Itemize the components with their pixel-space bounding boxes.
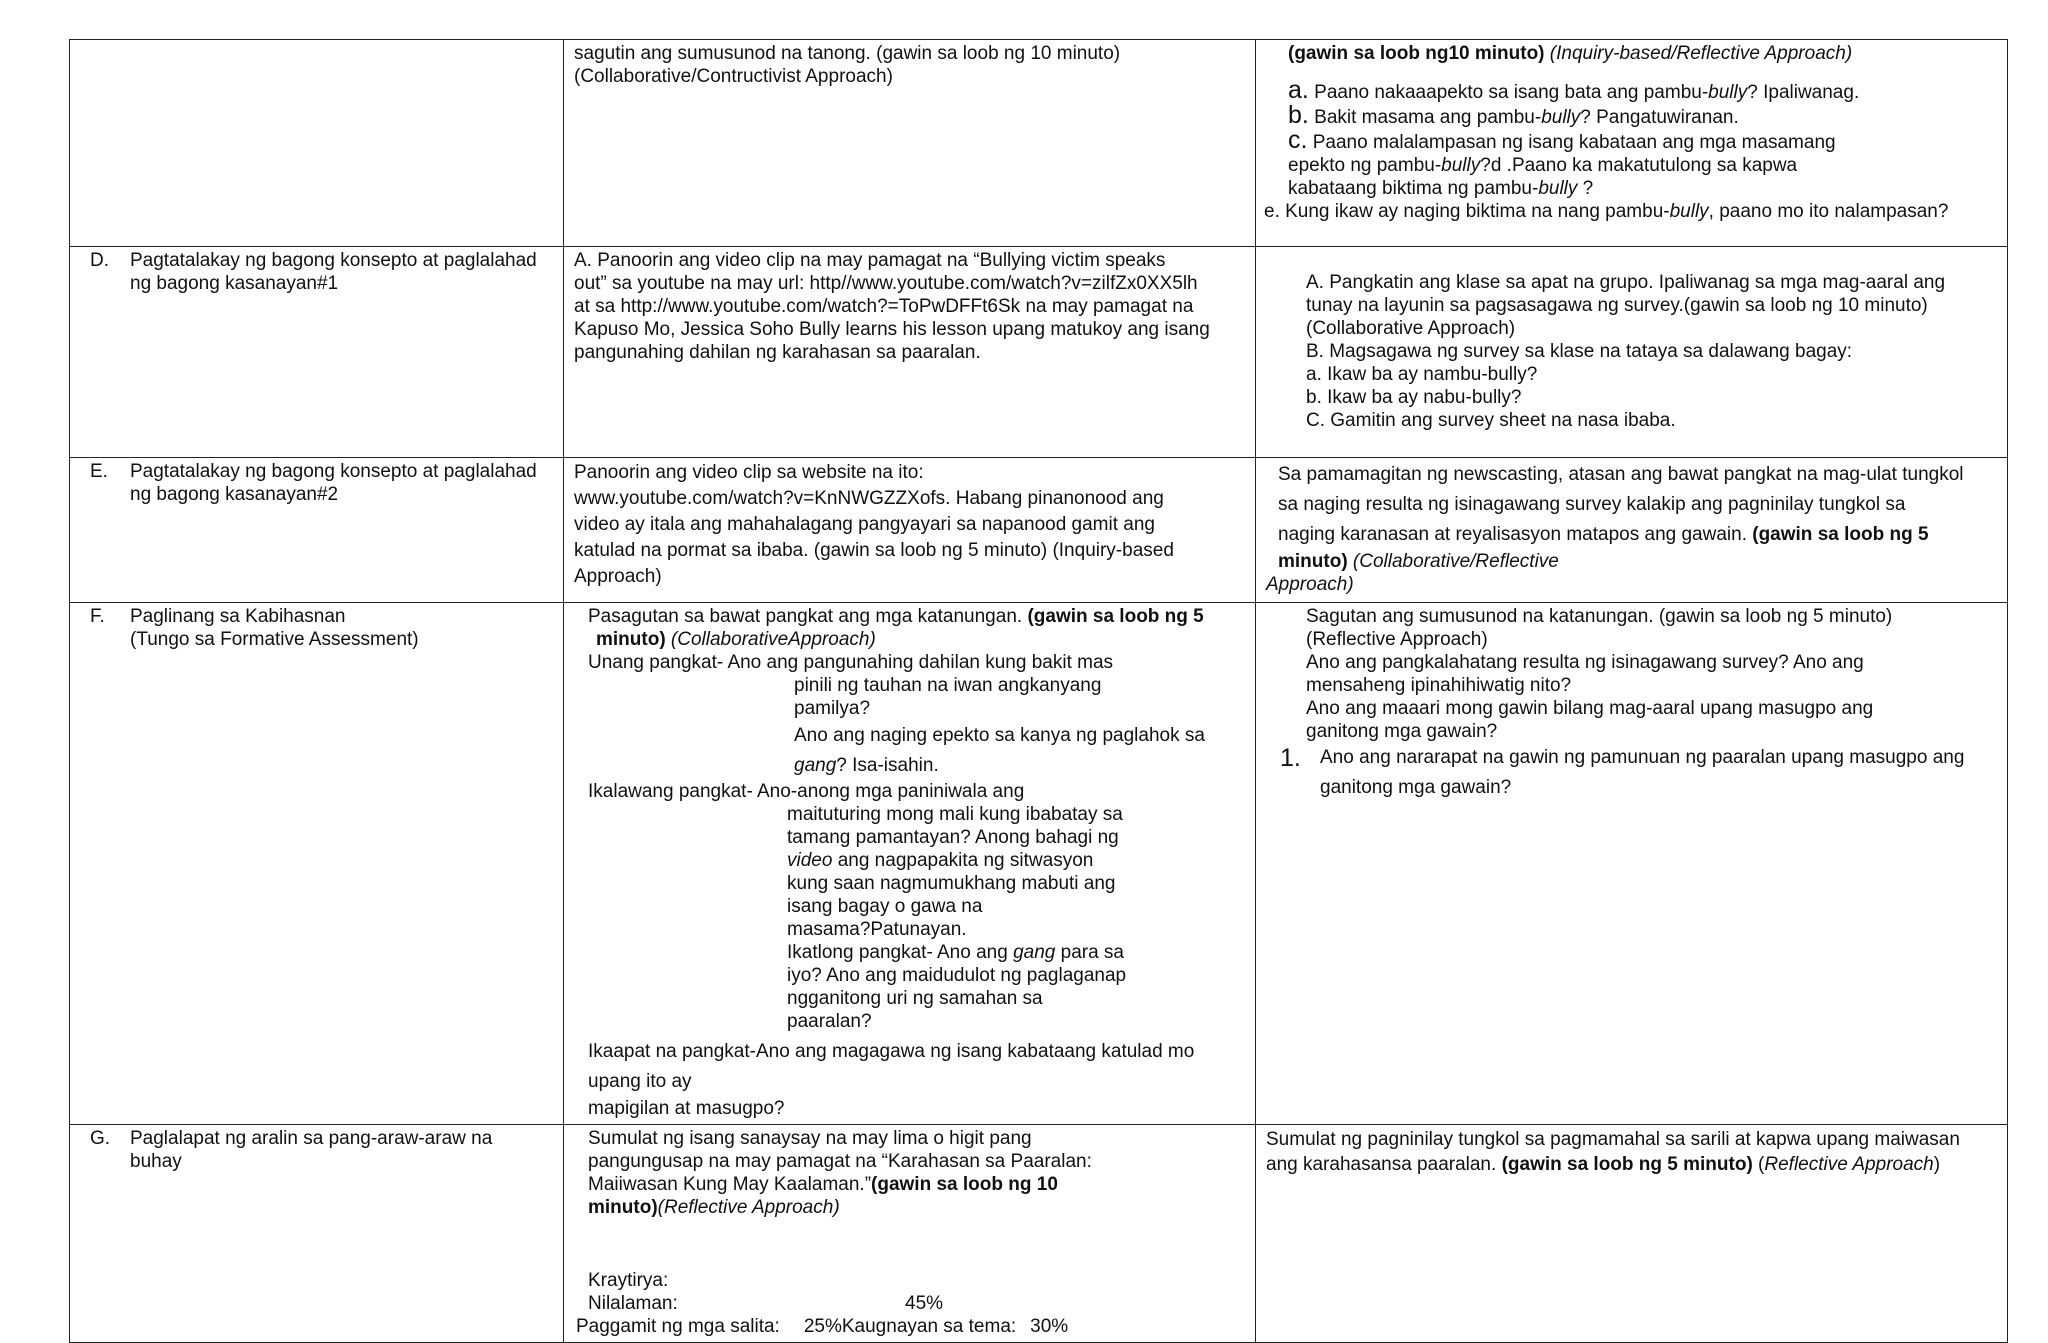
text-line: A. Panoorin ang video clip na may pamagat na “Bullying victim speaks bbox=[574, 250, 1166, 271]
text-line: Unang pangkat- Ano ang pangunahing dahilan kung bakit mas bbox=[588, 652, 1114, 673]
text-line: pamilya? bbox=[794, 698, 871, 719]
list-item: e. Kung ikaw ay naging biktima na nang pambu-bully, paano mo ito nalampasan? bbox=[1264, 201, 1949, 222]
text-line: Approach) bbox=[1266, 574, 1354, 595]
row-letter: G. bbox=[90, 1128, 111, 1149]
criteria-row: Nilalaman: 45% bbox=[588, 1293, 944, 1314]
criteria-row: Paggamit ng mga salita: 25%Kaugnayan sa tema: 30% bbox=[576, 1316, 1069, 1337]
procedure-cell bbox=[564, 40, 1256, 247]
text-line: a. Ikaw ba ay nambu-bully? bbox=[1306, 364, 1538, 385]
text-line: minuto) (Collaborative/Reflective bbox=[1278, 551, 1559, 572]
text-line: ganitong mga gawain? bbox=[1306, 721, 1498, 742]
text-line: pangungusap na may pamagat na “Karahasan sa Paaralan: bbox=[588, 1151, 1092, 1172]
procedure-cell bbox=[564, 1125, 1256, 1343]
text-line: kung saan nagmumukhang mabuti ang bbox=[787, 873, 1116, 894]
text-line: mapigilan at masugpo? bbox=[588, 1098, 785, 1119]
text-line: Maiiwasan Kung May Kaalaman.”(gawin sa loob ng 10 bbox=[588, 1174, 1058, 1195]
text-line: b. Ikaw ba ay nabu-bully? bbox=[1306, 387, 1522, 408]
text-line: video ang nagpapakita ng sitwasyon bbox=[787, 850, 1094, 871]
row-label: buhay bbox=[130, 1151, 182, 1172]
table-row bbox=[70, 247, 2008, 458]
text-line: naging karanasan at reyalisasyon matapos ang gawain. (gawin sa loob ng 5 bbox=[1278, 524, 1929, 545]
activity-cell bbox=[1256, 1125, 2008, 1343]
list-item: c. Paano malalampasan ng isang kabataan ang mga masamang bbox=[1288, 126, 1836, 154]
text-line: at sa http://www.youtube.com/watch?=ToPwDFFt6Sk na may pamagat na bbox=[574, 296, 1194, 317]
text-line: Ano ang nararapat na gawin ng pamunuan ng paaralan upang masugpo ang bbox=[1320, 747, 1965, 768]
text-line: Pasagutan sa bawat pangkat ang mga katanungan. (gawin sa loob ng 5 bbox=[588, 606, 1204, 627]
row-label: (Tungo sa Formative Assessment) bbox=[130, 629, 419, 650]
row-letter: F. bbox=[90, 606, 105, 627]
text-line: kabataang biktima ng pambu-bully ? bbox=[1288, 178, 1594, 199]
text-line: ngganitong uri ng samahan sa bbox=[787, 988, 1043, 1009]
row-label: Pagtatalakay ng bagong konsepto at paglalahad bbox=[130, 250, 537, 271]
activity-cell bbox=[1256, 247, 2008, 458]
procedure-cell bbox=[564, 247, 1256, 458]
row-letter: D. bbox=[90, 250, 109, 271]
text-line: C. Gamitin ang survey sheet na nasa ibaba. bbox=[1306, 410, 1676, 431]
table-row bbox=[70, 458, 2008, 603]
table-row bbox=[70, 603, 2008, 1125]
text-line: Panoorin ang video clip sa website na ito: bbox=[574, 462, 924, 483]
text-line: tunay na layunin sa pagsasagawa ng survey.(gawin sa loob ng 10 minuto) bbox=[1306, 295, 1928, 316]
text-line: B. Magsagawa ng survey sa klase na tataya sa dalawang bagay: bbox=[1306, 341, 1853, 362]
text-line: www.youtube.com/watch?v=KnNWGZZXofs. Habang pinanonood ang bbox=[574, 488, 1164, 509]
text-line: minuto)(Reflective Approach) bbox=[588, 1197, 840, 1218]
text-line: mensaheng ipinahihiwatig nito? bbox=[1306, 675, 1572, 696]
text-line: isang bagay o gawa na bbox=[787, 896, 983, 917]
text-line: (Collaborative Approach) bbox=[1306, 318, 1516, 339]
list-item: b. Bakit masama ang pambu-bully? Pangatuwiranan. bbox=[1288, 101, 1739, 129]
text-line: gang? Isa-isahin. bbox=[794, 755, 939, 776]
activity-cell bbox=[1256, 603, 2008, 1125]
text-line: sa naging resulta ng isinagawang survey kalakip ang pagninilay tungkol sa bbox=[1278, 494, 1906, 515]
text-line: masama?Patunayan. bbox=[787, 919, 967, 940]
text-line: Kapuso Mo, Jessica Soho Bully learns his lesson upang matukoy ang isang bbox=[574, 319, 1210, 340]
text-line: Ikaapat na pangkat-Ano ang magagawa ng isang kabataang katulad mo bbox=[588, 1041, 1195, 1062]
text-line: Sa pamamagitan ng newscasting, atasan ang bawat pangkat na mag-ulat tungkol bbox=[1278, 464, 1964, 485]
text-line: maituturing mong mali kung ibabatay sa bbox=[787, 804, 1123, 825]
text-line: ang karahasansa paaralan. (gawin sa loob ng 5 minuto) (Reflective Approach) bbox=[1266, 1154, 1941, 1175]
procedure-cell bbox=[564, 458, 1256, 603]
text-line: Ano ang naging epekto sa kanya ng paglahok sa bbox=[794, 725, 1205, 746]
list-number: 1. bbox=[1280, 744, 1301, 772]
row-letter: E. bbox=[90, 461, 108, 482]
text-line: Sumulat ng pagninilay tungkol sa pagmamahal sa sarili at kapwa upang maiwasan bbox=[1266, 1129, 1960, 1150]
row-label: ng bagong kasanayan#1 bbox=[130, 273, 339, 294]
text-line: sagutin ang sumusunod na tanong. (gawin sa loob ng 10 minuto) bbox=[574, 43, 1121, 64]
table-row bbox=[70, 1125, 2008, 1343]
text-line: paaralan? bbox=[787, 1011, 872, 1032]
text-line: A. Pangkatin ang klase sa apat na grupo. Ipaliwanag sa mga mag-aaral ang bbox=[1306, 272, 1946, 293]
list-item bbox=[1266, 743, 1997, 803]
text-line: Ano ang maaari mong gawin bilang mag-aaral upang masugpo ang bbox=[1306, 698, 1874, 719]
text-line: Ano ang pangkalahatang resulta ng isinagawang survey? Ano ang bbox=[1306, 652, 1864, 673]
text-line: out” sa youtube na may url: http//www.youtube.com/watch?v=zilfZx0XX5lh bbox=[574, 273, 1198, 294]
label-cell bbox=[70, 603, 564, 1125]
row-label: Paglinang sa Kabihasnan bbox=[130, 606, 346, 627]
text-line: minuto) (CollaborativeApproach) bbox=[596, 629, 876, 650]
text-line: epekto ng pambu-bully?d .Paano ka makatutulong sa kapwa bbox=[1288, 155, 1798, 176]
activity-cell bbox=[1256, 40, 2008, 247]
text-line: pinili ng tauhan na iwan angkanyang bbox=[794, 675, 1102, 696]
text-line: (Collaborative/Contructivist Approach) bbox=[574, 66, 893, 87]
text-line: (gawin sa loob ng10 minuto) (Inquiry-based/Reflective Approach) bbox=[1288, 43, 1853, 64]
row-label: ng bagong kasanayan#2 bbox=[130, 484, 339, 505]
criteria-heading: Kraytirya: bbox=[588, 1270, 669, 1291]
label-cell bbox=[70, 247, 564, 458]
text-line: ganitong mga gawain? bbox=[1320, 777, 1512, 798]
row-label: Paglalapat ng aralin sa pang-araw-araw na bbox=[130, 1128, 493, 1149]
label-cell bbox=[70, 40, 564, 247]
text-line: iyo? Ano ang maidudulot ng paglaganap bbox=[787, 965, 1127, 986]
procedure-cell bbox=[564, 603, 1256, 1125]
text-line: Approach) bbox=[574, 566, 662, 587]
text-line: (Reflective Approach) bbox=[1306, 629, 1488, 650]
text-line: video ay itala ang mahahalagang pangyayari sa napanood gamit ang bbox=[574, 514, 1155, 535]
lesson-plan-table bbox=[69, 39, 2008, 1343]
list-item: a. Paano nakaaapekto sa isang bata ang pambu-bully? Ipaliwanag. bbox=[1288, 76, 1860, 104]
label-cell bbox=[70, 1125, 564, 1343]
table-row bbox=[70, 40, 2008, 247]
label-cell bbox=[70, 458, 564, 603]
text-line: Ikalawang pangkat- Ano-anong mga paniniwala ang bbox=[588, 781, 1025, 802]
text-line: katulad na pormat sa ibaba. (gawin sa loob ng 5 minuto) (Inquiry-based bbox=[574, 540, 1174, 561]
text-line: tamang pamantayan? Anong bahagi ng bbox=[787, 827, 1119, 848]
text-line: pangunahing dahilan ng karahasan sa paaralan. bbox=[574, 342, 981, 363]
text-line: Sumulat ng isang sanaysay na may lima o higit pang bbox=[588, 1128, 1032, 1149]
text-line: Sagutan ang sumusunod na katanungan. (gawin sa loob ng 5 minuto) bbox=[1306, 606, 1893, 627]
activity-cell bbox=[1256, 458, 2008, 603]
text-line: upang ito ay bbox=[588, 1071, 692, 1092]
row-label: Pagtatalakay ng bagong konsepto at paglalahad bbox=[130, 461, 537, 482]
text-line: Ikatlong pangkat- Ano ang gang para sa bbox=[787, 942, 1124, 963]
